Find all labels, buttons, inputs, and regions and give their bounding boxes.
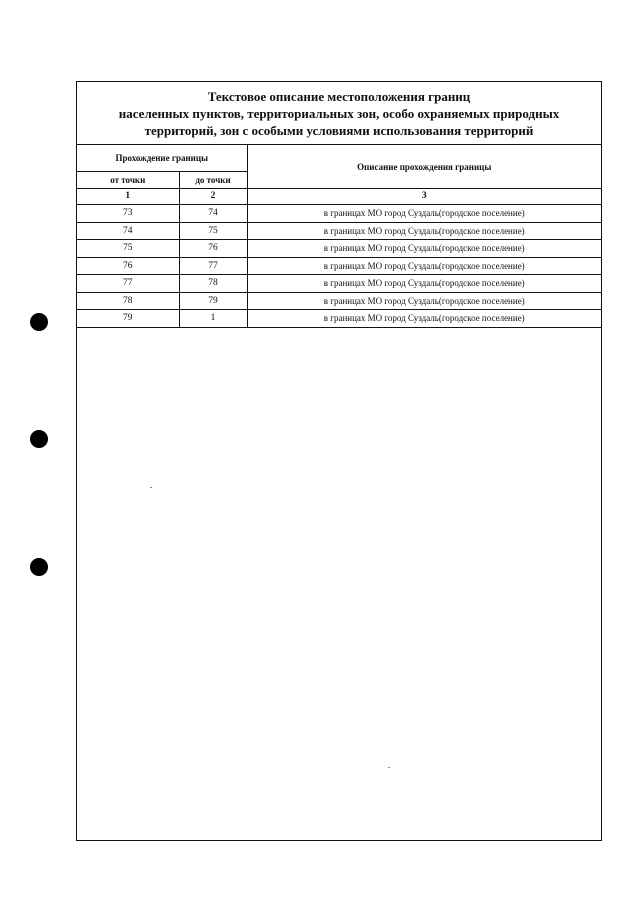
to-point-cell: 77 xyxy=(179,257,247,275)
from-point-cell: 73 xyxy=(77,205,179,223)
description-cell: в границах МО город Суздаль(городское поселение) xyxy=(247,310,601,328)
description-cell: в границах МО город Суздаль(городское поселение) xyxy=(247,205,601,223)
binder-hole xyxy=(30,313,48,331)
column-number: 1 xyxy=(77,189,179,205)
table-row xyxy=(77,222,601,240)
binder-hole xyxy=(30,430,48,448)
title-line: Текстовое описание местоположения границ xyxy=(207,89,471,104)
description-cell: в границах МО город Суздаль(городское поселение) xyxy=(247,292,601,310)
header-from-point: от точки xyxy=(77,172,179,189)
description-cell: в границах МО город Суздаль(городское поселение) xyxy=(247,275,601,293)
table-row xyxy=(77,275,601,293)
to-point-cell: 76 xyxy=(179,240,247,258)
to-point-cell: 1 xyxy=(179,310,247,328)
to-point-cell: 74 xyxy=(179,205,247,223)
description-cell: в границах МО город Суздаль(городское поселение) xyxy=(247,240,601,258)
to-point-cell: 75 xyxy=(179,222,247,240)
description-cell: в границах МО город Суздаль(городское поселение) xyxy=(247,257,601,275)
to-point-cell: 78 xyxy=(179,275,247,293)
boundary-table xyxy=(77,145,601,328)
header-description: Описание прохождения границы xyxy=(247,145,601,189)
description-cell: в границах МО город Суздаль(городское поселение) xyxy=(247,222,601,240)
binder-hole xyxy=(30,558,48,576)
table-row xyxy=(77,205,601,223)
column-number: 3 xyxy=(247,189,601,205)
table-row xyxy=(77,240,601,258)
from-point-cell: 78 xyxy=(77,292,179,310)
from-point-cell: 75 xyxy=(77,240,179,258)
document-frame xyxy=(76,81,602,841)
header-boundary-passage: Прохождение границы xyxy=(77,145,247,172)
table-row xyxy=(77,257,601,275)
from-point-cell: 76 xyxy=(77,257,179,275)
from-point-cell: 77 xyxy=(77,275,179,293)
title-line: территорий, зон с особыми условиями использования территорий xyxy=(144,123,534,138)
title-line: населенных пунктов, территориальных зон, особо охраняемых природных xyxy=(118,106,560,121)
document-title xyxy=(77,82,601,145)
to-point-cell: 79 xyxy=(179,292,247,310)
from-point-cell: 79 xyxy=(77,310,179,328)
header-to-point: до точки xyxy=(179,172,247,189)
table-row xyxy=(77,292,601,310)
table-row xyxy=(77,310,601,328)
column-number: 2 xyxy=(179,189,247,205)
from-point-cell: 74 xyxy=(77,222,179,240)
